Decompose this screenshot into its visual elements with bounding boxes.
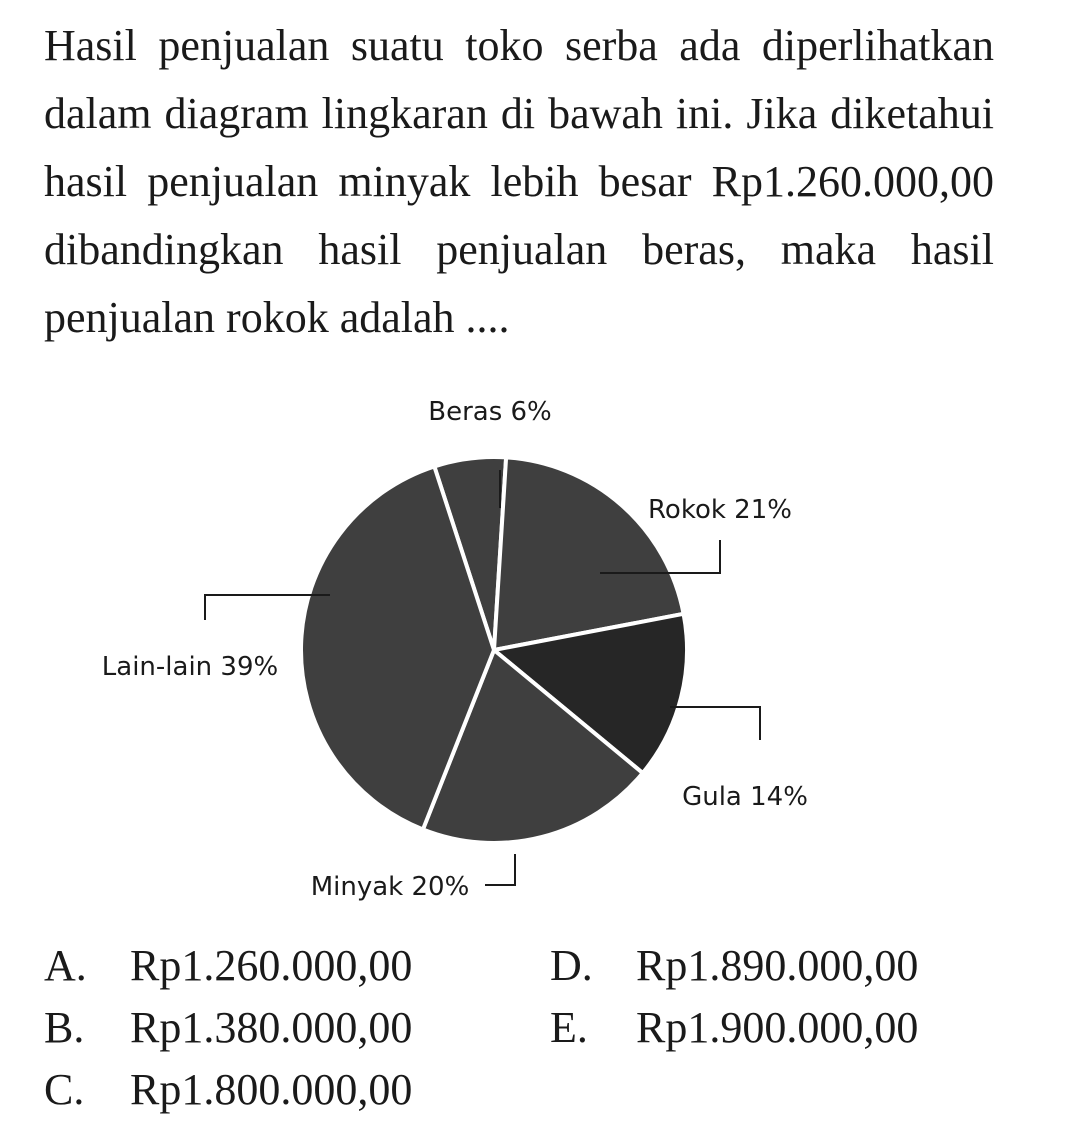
option-d-text: Rp1.890.000,00	[636, 941, 919, 990]
option-c-text: Rp1.800.000,00	[130, 1065, 413, 1114]
option-d[interactable]	[550, 935, 918, 997]
option-a[interactable]	[44, 935, 412, 997]
leader-line-gula	[670, 707, 760, 740]
leader-line-minyak	[485, 854, 515, 885]
question-text: Hasil penjualan suatu toko serba ada diperlihatkan dalam diagram lingkaran di bawah ini. Jika diketahui hasil penjualan minyak lebih besar Rp1.260.000,00 dibandingkan hasil penjualan beras, maka hasil penjualan rokok adalah ....	[44, 21, 994, 342]
option-d-letter: D.	[550, 941, 593, 990]
option-e-letter: E.	[550, 1003, 588, 1052]
slice-label-lain-lain: Lain-lain 39%	[101, 652, 279, 682]
option-e-text: Rp1.900.000,00	[636, 1003, 919, 1052]
option-c[interactable]	[44, 1059, 412, 1121]
option-a-text: Rp1.260.000,00	[130, 941, 413, 990]
option-b-letter: B.	[44, 1003, 85, 1052]
option-e[interactable]	[550, 997, 918, 1059]
pie-chart	[0, 380, 1072, 920]
slice-label-beras: Beras 6%	[428, 397, 552, 427]
option-c-letter: C.	[44, 1065, 85, 1114]
slice-label-rokok: Rokok 21%	[648, 495, 792, 525]
option-b-text: Rp1.380.000,00	[130, 1003, 413, 1052]
option-b[interactable]	[44, 997, 412, 1059]
option-a-letter: A.	[44, 941, 87, 990]
slice-label-gula: Gula 14%	[682, 782, 808, 812]
slice-label-minyak: Minyak 20%	[310, 872, 470, 902]
